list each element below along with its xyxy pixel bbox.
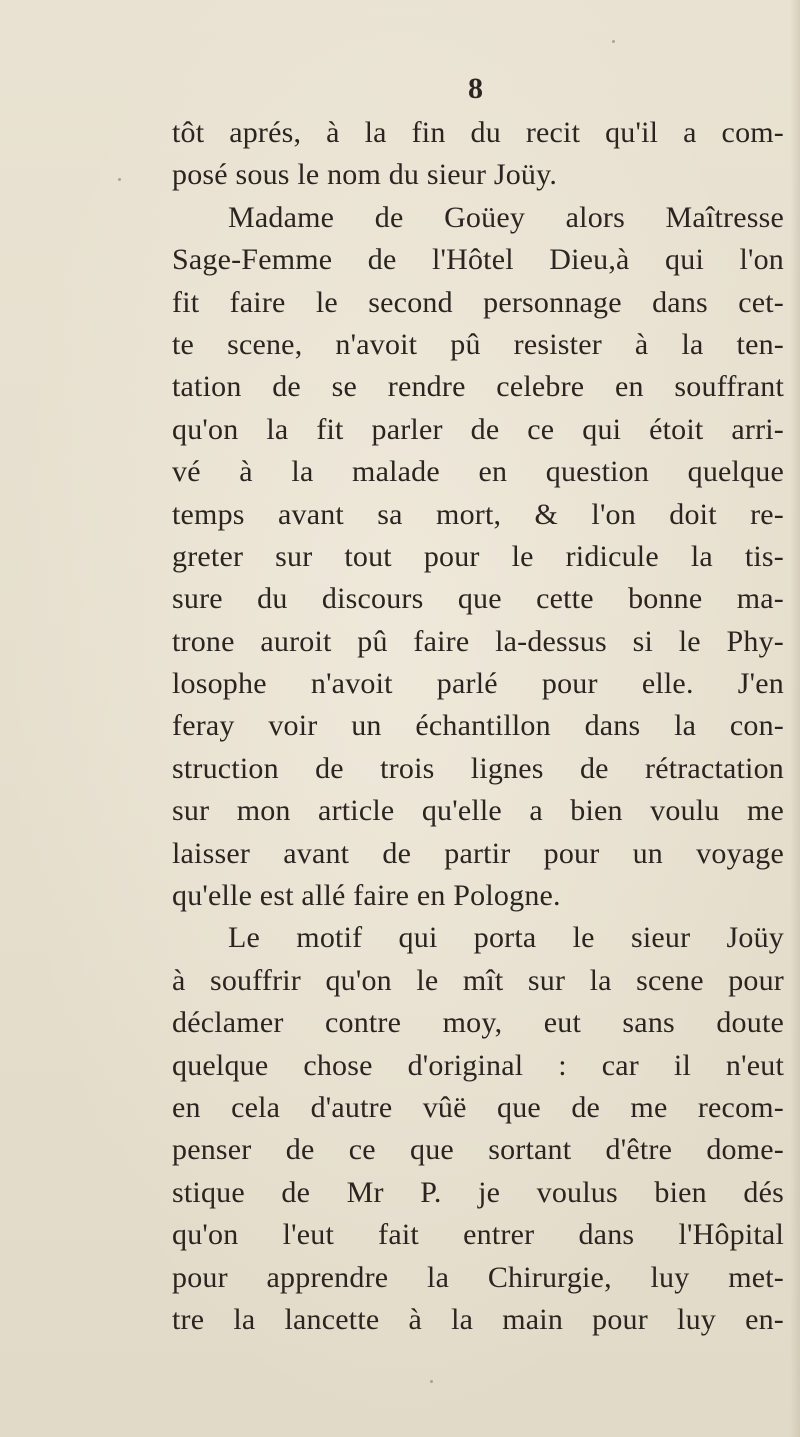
ink-speck [118,178,121,181]
text-line: fit faire le second personnage dans cet- [172,285,784,319]
text-line: sure du discours que cette bonne ma- [172,582,784,616]
text-line: posé sous le nom du sieur Joüy. [172,158,558,192]
text-line: vé à la malade en question quelque [172,455,784,489]
text-line: losophe n'avoit parlé pour elle. J'en [172,667,784,701]
text-line: qu'elle est allé faire en Pologne. [172,879,561,913]
page-number: 8 [468,72,483,105]
text-line: tôt aprés, à la fin du recit qu'il a com- [172,116,784,149]
text-line: quelque chose d'original : car il n'eut [172,1048,784,1082]
text-line: tation de se rendre celebre en souffrant [172,370,784,404]
text-line: te scene, n'avoit pû resister à la ten- [172,327,784,361]
text-line: struction de trois lignes de rétractation [172,751,784,785]
text-line: greter sur tout pour le ridicule la tis- [172,539,784,573]
text-line: trone auroit pû faire la-dessus si le Phy- [172,624,784,658]
text-line: Sage-Femme de l'Hôtel Dieu,à qui l'on [172,243,784,277]
text-line: qu'on la fit parler de ce qui étoit arri- [172,412,784,446]
body-text [172,112,784,1341]
text-line: à souffrir qu'on le mît sur la scene pour [172,963,784,997]
text-line: Madame de Goüey alors Maîtresse [228,200,784,234]
text-line: feray voir un échantillon dans la con- [172,709,784,743]
text-line: laisser avant de partir pour un voyage [172,836,784,870]
text-line: sur mon article qu'elle a bien voulu me [172,794,784,828]
text-line: stique de Mr P. je voulus bien dés [172,1175,784,1209]
text-line: Le motif qui porta le sieur Joüy [228,921,784,955]
ink-speck [612,40,615,43]
text-line: pour apprendre la Chirurgie, luy met- [172,1260,784,1294]
text-line: temps avant sa mort, & l'on doit re- [172,497,784,531]
text-line: qu'on l'eut fait entrer dans l'Hôpital [172,1218,784,1252]
text-line: penser de ce que sortant d'être dome- [172,1133,784,1167]
text-line: tre la lancette à la main pour luy en- [172,1302,784,1336]
ink-speck [430,1380,433,1383]
text-line: en cela d'autre vûë que de me recom- [172,1090,784,1124]
text-line: déclamer contre moy, eut sans doute [172,1006,784,1040]
page-edge-shadow [790,0,800,1437]
